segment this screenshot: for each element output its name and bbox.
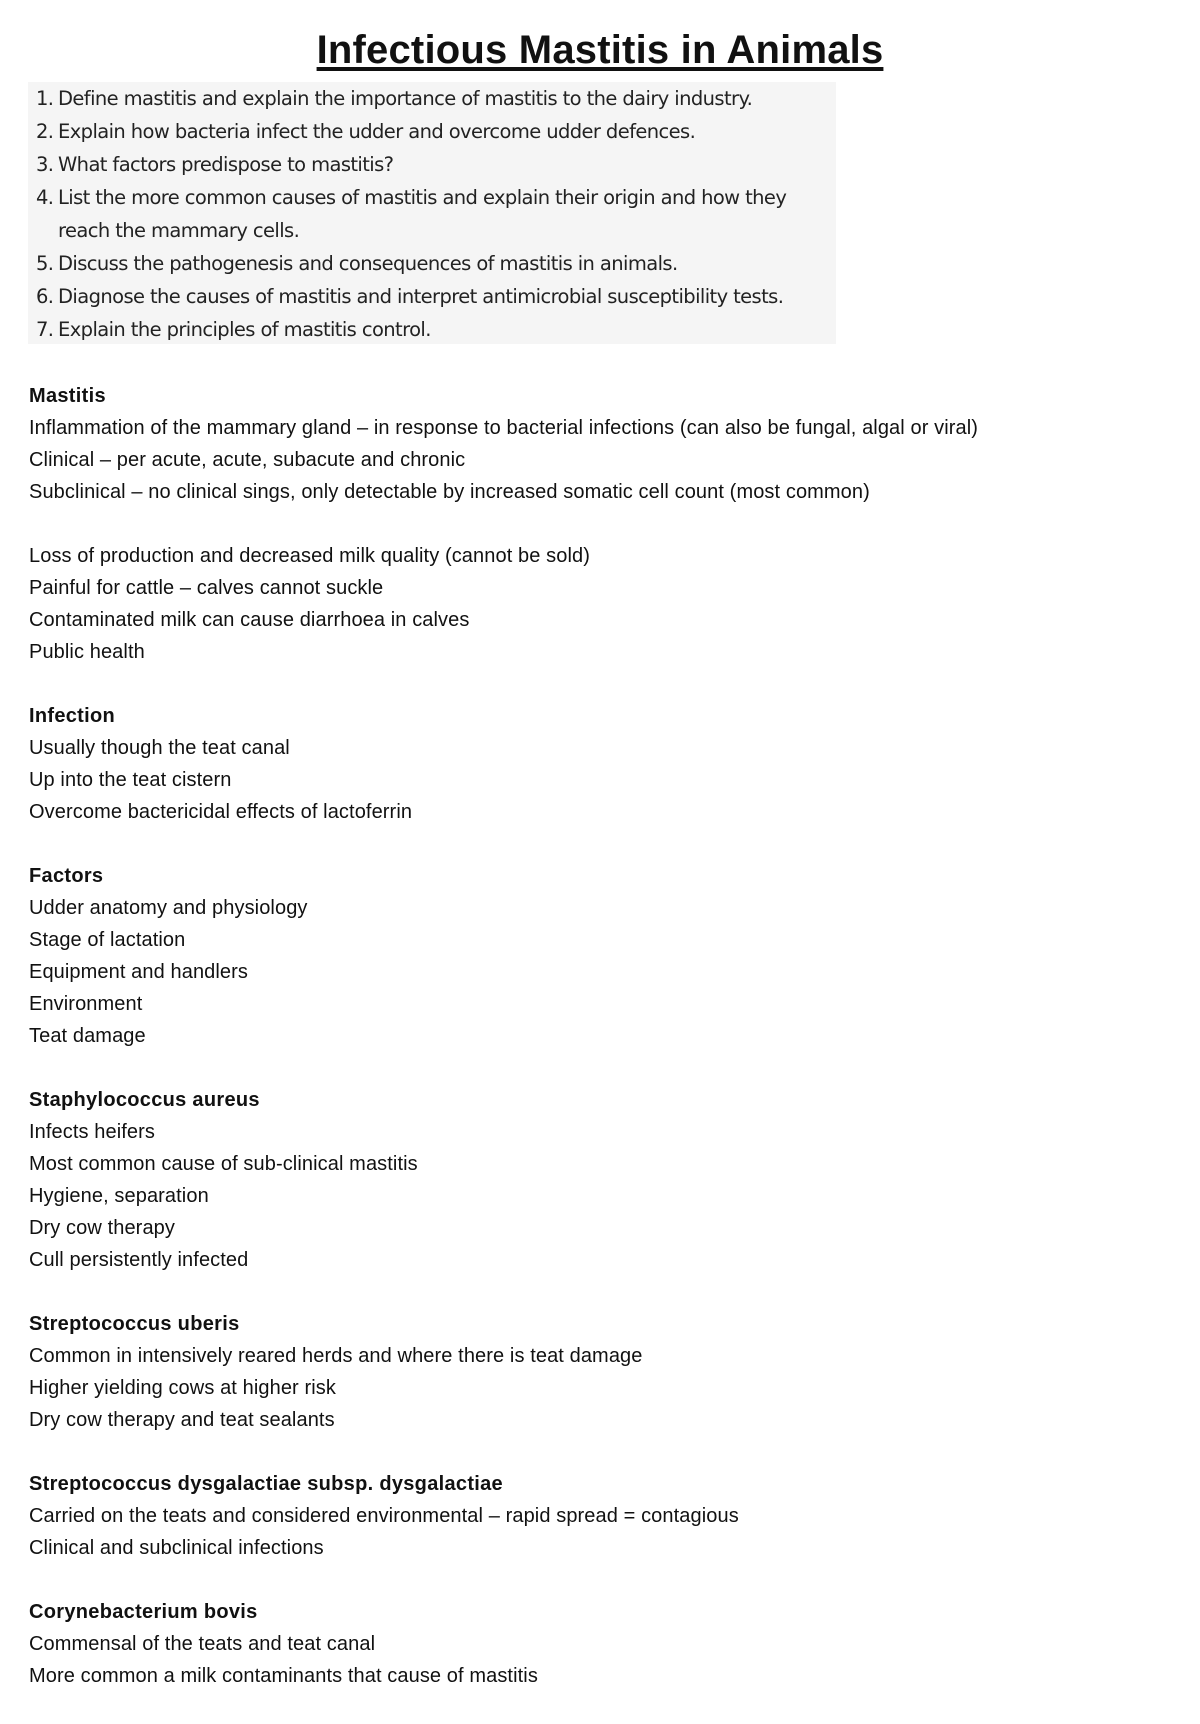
objective-number: 3. [36,153,54,176]
note-line: Painful for cattle – calves cannot suckle [29,577,384,599]
section-mastitis [29,380,1169,508]
note-line: Teat damage [29,1025,146,1047]
objective-item [28,247,836,280]
note-line: Overcome bactericidal effects of lactoferrin [29,801,413,823]
objective-text: Discuss the pathogenesis and consequences of mastitis in animals. [58,252,678,275]
objective-number: 1. [36,87,54,110]
objective-number: 5. [36,252,54,275]
objective-item [28,148,836,181]
section-streptococcus-uberis [29,1308,1169,1436]
objective-text: List the more common causes of mastitis and explain their origin and how they reach the mammary cells. [58,186,787,242]
objective-item [28,181,836,247]
section-heading: Streptococcus uberis [29,1313,240,1335]
section-heading: Factors [29,865,104,887]
note-line: Stage of lactation [29,929,186,951]
objective-number: 7. [36,318,54,341]
note-line: Cull persistently infected [29,1249,249,1271]
note-line: Contaminated milk can cause diarrhoea in calves [29,609,470,631]
section-corynebacterium-bovis [29,1596,1169,1692]
note-line: Dry cow therapy [29,1217,175,1239]
section-infection [29,700,1169,828]
section-factors [29,860,1169,1052]
objective-text: Explain the principles of mastitis control. [58,318,431,341]
objective-item [28,82,836,115]
objective-number: 2. [36,120,54,143]
note-line: Infects heifers [29,1121,156,1143]
objective-item [28,115,836,148]
notes-body [29,380,1169,1724]
note-line: Udder anatomy and physiology [29,897,308,919]
note-line: Clinical – per acute, acute, subacute and chronic [29,449,466,471]
objective-text: Diagnose the causes of mastitis and interpret antimicrobial susceptibility tests. [58,285,784,308]
note-line: Loss of production and decreased milk quality (cannot be sold) [29,545,590,567]
section-importance [29,540,1169,668]
section-heading: Corynebacterium bovis [29,1601,258,1623]
note-line: Clinical and subclinical infections [29,1537,324,1559]
objective-number: 6. [36,285,54,308]
note-line: Environment [29,993,143,1015]
note-line: Up into the teat cistern [29,769,232,791]
objective-text: What factors predispose to mastitis? [58,153,394,176]
note-line: Subclinical – no clinical sings, only detectable by increased somatic cell count (most common) [29,481,870,503]
note-line: Equipment and handlers [29,961,249,983]
section-heading: Streptococcus dysgalactiae subsp. dysgalactiae [29,1473,503,1495]
objective-item [28,313,836,346]
learning-objectives-box [28,82,836,344]
objective-item [28,280,836,313]
objective-number: 4. [36,186,54,209]
note-line: Usually though the teat canal [29,737,290,759]
note-line: Inflammation of the mammary gland – in response to bacterial infections (can also be fungal, algal or viral) [29,417,979,439]
note-line: Common in intensively reared herds and where there is teat damage [29,1345,643,1367]
objective-text: Explain how bacteria infect the udder and overcome udder defences. [58,120,696,143]
section-staphylococcus-aureus [29,1084,1169,1276]
objectives-list [28,82,836,346]
note-line: Commensal of the teats and teat canal [29,1633,376,1655]
section-heading: Infection [29,705,116,727]
section-heading: Staphylococcus aureus [29,1089,260,1111]
section-heading: Mastitis [29,385,106,407]
note-line: Higher yielding cows at higher risk [29,1377,336,1399]
note-line: Carried on the teats and considered environmental – rapid spread = contagious [29,1505,739,1527]
section-streptococcus-dysgalactiae [29,1468,1169,1564]
note-line: Hygiene, separation [29,1185,209,1207]
note-line: Dry cow therapy and teat sealants [29,1409,335,1431]
note-line: Most common cause of sub-clinical mastitis [29,1153,418,1175]
note-line: More common a milk contaminants that cause of mastitis [29,1665,538,1687]
objective-text: Define mastitis and explain the importance of mastitis to the dairy industry. [58,87,753,110]
note-line: Public health [29,641,145,663]
page-title: Infectious Mastitis in Animals [316,28,884,72]
